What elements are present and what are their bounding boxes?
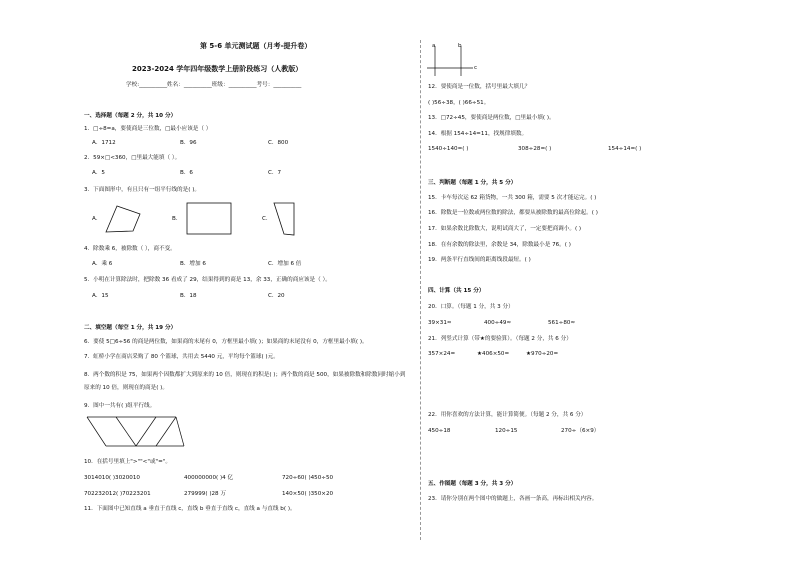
q23: 23．请你分别在两个图中的做题上，各画一条高，再标出相关内容。 (428, 496, 598, 502)
section-judgement: 三、判断题（每题 1 分，共 5 分） (428, 180, 517, 186)
section-choice: 一、选择题（每题 2 分，共 10 分） (84, 113, 177, 119)
exam-subtitle: 2023-2024 学年四年级数学上册阶段练习（人教版） (132, 65, 303, 73)
rectangle-shape (186, 202, 234, 236)
q5-option-c: C．20 (268, 293, 285, 299)
q20-item: 561÷80≈ (548, 320, 576, 326)
q3: 3．下面图形中，有且只有一组平行线的是( )。 (84, 187, 200, 193)
q20-item: 400÷49≈ (484, 320, 512, 326)
q5: 5．小明在计算除法时，把除数 36 看成了 29，结果得到的商是 13，余 33，正确的商应该是（ ）。 (84, 277, 331, 283)
q4-option-c: C．增加 6 倍 (268, 261, 302, 267)
student-info: 学校:__________姓名：__________班级：__________考号：__________ (126, 82, 302, 88)
q1-option-b: B．96 (180, 140, 197, 146)
q17: 17．如果余数比除数大，说明试商大了，一定要把商调小。( ) (428, 226, 582, 232)
q10-item: 140×50( )350×20 (282, 491, 334, 497)
q3-option-c: C． (262, 216, 272, 222)
q15: 15．卡车每次运 62 箱货物，一共 300 箱，需要 5 次才能运完。( ) (428, 195, 597, 201)
q12-item: ( )56÷38，( )66÷51。 (428, 100, 490, 106)
q10-item: 400000000( )4 亿 (184, 475, 234, 481)
q22-item: 450÷18 (428, 428, 451, 434)
q4: 4．除数乘 6，被除数（ ），商不变。 (84, 246, 176, 252)
q18: 18．在有余数的除法里，余数是 34，除数最小是 76。( ) (428, 242, 571, 248)
perpendicular-lines-figure (427, 46, 481, 78)
q14-item: 1540÷140=( ) (428, 146, 469, 152)
q10-item: 279999( )28 万 (184, 491, 226, 497)
trapezoid-shape (272, 201, 298, 237)
q1-option-a: A．1712 (92, 140, 116, 146)
q22: 22．用你喜欢的方法计算，能计算简便。（每题 2 分，共 6 分） (428, 412, 587, 418)
q2-option-a: A．5 (92, 170, 105, 176)
q10: 10．在括号里填上">""<"或"="。 (84, 459, 171, 465)
q9: 9．图中一共有( )组平行线。 (84, 403, 156, 409)
q2-option-c: C．7 (268, 170, 282, 176)
q5-option-b: B．18 (180, 293, 197, 299)
q5-option-a: A．15 (92, 293, 109, 299)
q4-option-a: A．乘 6 (92, 261, 113, 267)
q21-item: ★970÷20= (526, 351, 559, 357)
q13: 13．□72÷45，要使商是两位数，□里最小填( )。 (428, 115, 555, 121)
q8: 8．两个数的积是 75，如果两个因数都扩大到原来的 10 倍，则现在的积是( )；两个数的商是 500，如果被除数和除数同时缩小到原来的 10 倍，则现在的商是( )。 (84, 372, 406, 391)
q2: 2．59×□<360，□里最大能填（ ）。 (84, 155, 181, 161)
page-divider (420, 40, 421, 540)
quadrilateral-shape (104, 203, 144, 235)
q22-item: 120÷15 (495, 428, 518, 434)
q6: 6．要使 5□6÷56 的商是两位数，如果商的末尾有 0，方框里最小填( )；如果商的末尾没有 0，方框里最小填( )。 (84, 339, 368, 345)
parallel-lines-figure (86, 415, 186, 449)
q21-item: 357×24= (428, 351, 456, 357)
q21: 21．列竖式计算（带★的要验算）。（每题 2 分，共 6 分） (428, 336, 572, 342)
q14-item: 308÷28=( ) (518, 146, 552, 152)
q14-item: 154÷14=( ) (608, 146, 642, 152)
q2-option-b: B．6 (180, 170, 193, 176)
q1: 1．□÷8=a，要使商是三位数，□最小应该是（ ） (84, 126, 212, 132)
q14: 14．根据 154÷14=11，找规律填数。 (428, 131, 528, 137)
line-label-b: b (458, 43, 462, 49)
section-fill-in: 二、填空题（每空 1 分，共 19 分） (84, 325, 177, 331)
q3-option-a: A． (92, 216, 102, 222)
exam-title: 第 5-6 单元测试题（月考-提升卷） (200, 42, 312, 50)
q10-item: 720÷60( )450÷50 (282, 475, 334, 481)
q22-item: 270÷（6×9） (561, 428, 600, 434)
q7: 7．虹桥小学在商店采购了 80 个篮球，共用去 5440 元，平均每个篮球( )元。 (84, 354, 279, 360)
q20-item: 39×31≈ (428, 320, 452, 326)
section-calculation: 四、计算（共 15 分） (428, 288, 485, 294)
section-drawing: 五、作图题（每题 3 分，共 3 分） (428, 481, 517, 487)
q16: 16．除数是一位数或两位数的除法，都要从被除数的最高位除起。( ) (428, 210, 598, 216)
q3-option-b: B． (172, 216, 182, 222)
q1-option-c: C．800 (268, 140, 289, 146)
q10-item: 3014010( )3020010 (84, 475, 140, 481)
q20: 20．口算。（每题 1 分，共 3 分） (428, 304, 514, 310)
q4-option-b: B．增加 6 (180, 261, 206, 267)
line-label-c: c (474, 65, 478, 71)
line-label-a: a (432, 43, 436, 49)
q11: 11．下面图中已知直线 a 垂直于直线 c，直线 b 垂直于直线 c，直线 a 与直线 b( )。 (84, 506, 296, 512)
q10-item: 702232012( )70223201 (84, 491, 151, 497)
q19: 19．两条平行直线间的距离线段最短。( ) (428, 257, 531, 263)
q12: 12．要使商是一位数，括号里最大填几？ (428, 84, 531, 90)
q21-item: ★406×50= (477, 351, 510, 357)
